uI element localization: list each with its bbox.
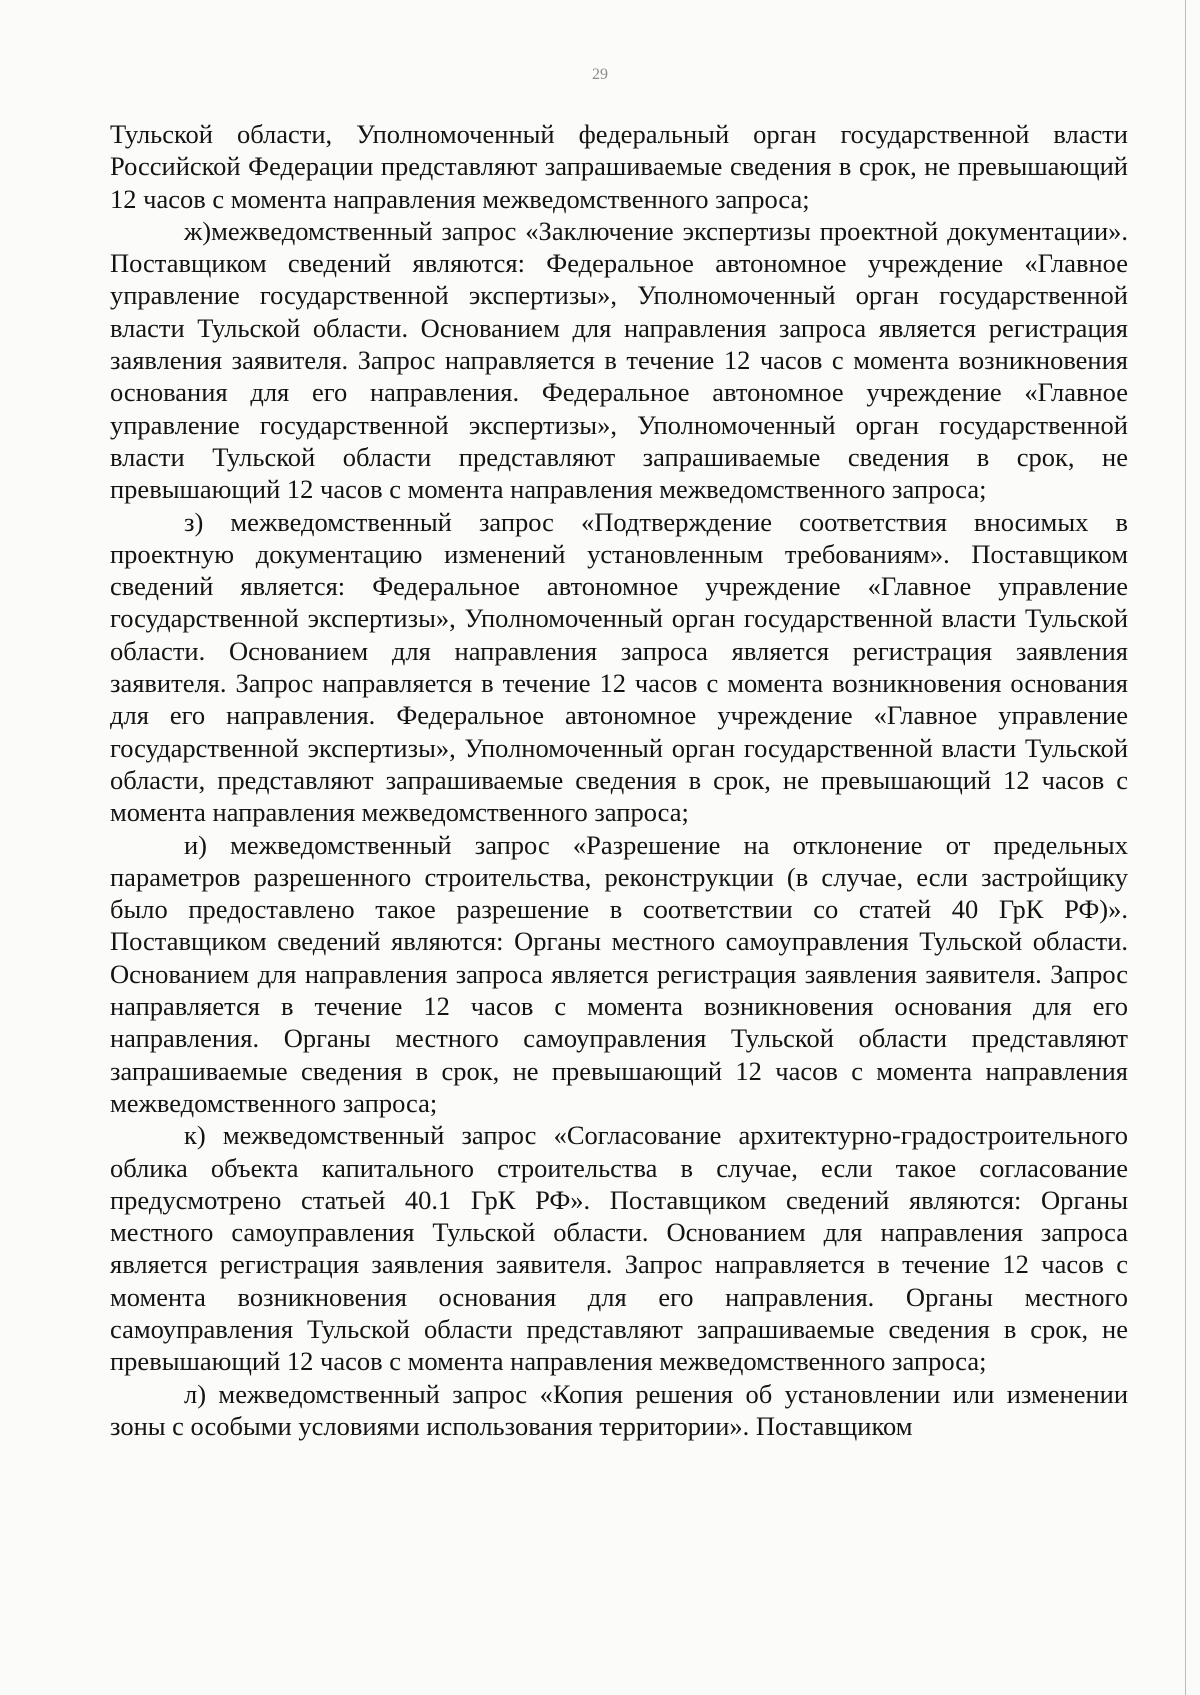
- paragraph-item-z: з) межведомственный запрос «Подтверждение соответствия вносимых в проектную документацию изменений установленным требованиям». Поставщиком сведений является: Федеральное автономное учреждение «Главное управление государственной экспертизы», Уполномоченный орган государственной власти Тульской области. Основанием для направления запроса является регистрация заявления заявителя. Запрос направляется в течение 12 часов с момента возникновения основания для его направления. Федеральное автономное учреждение «Главное управление государственной экспертизы», Уполномоченный орган государственной власти Тульской области, представляют запрашиваемые сведения в срок, не превышающий 12 часов с момента направления межведомственного запроса;: [110, 506, 1128, 828]
- paragraph-item-l: л) межведомственный запрос «Копия решения об установлении или изменении зоны с особыми условиями использования территории». Поставщиком: [110, 1378, 1128, 1441]
- scan-edge-line: [1185, 0, 1186, 1695]
- paragraph-item-i: и) межведомственный запрос «Разрешение на отклонение от предельных параметров разрешенного строительства, реконструкции (в случае, если застройщику было предоставлено такое разрешение в соответствии со статей 40 ГрК РФ)». Поставщиком сведений являются: Органы местного самоуправления Тульской области. Основанием для направления запроса является регистрация заявления заявителя. Запрос направляется в течение 12 часов с момента возникновения основания для его направления. Органы местного самоуправления Тульской области представляют запрашиваемые сведения в срок, не превышающий 12 часов с момента направления межведомственного запроса;: [110, 829, 1128, 1118]
- paragraph-continuation: Тульской области, Уполномоченный федеральный орган государственной власти Российской Федерации представляют запрашиваемые сведения в срок, не превышающий 12 часов с момента направления межведомственного запроса;: [110, 119, 1128, 214]
- body-text: [110, 118, 1128, 1442]
- paragraph-item-zh: ж)межведомственный запрос «Заключение экспертизы проектной документации». Поставщиком сведений являются: Федеральное автономное учреждение «Главное управление государственной экспертизы», Уполномоченный орган государственной власти Тульской области. Основанием для направления запроса является регистрация заявления заявителя. Запрос направляется в течение 12 часов с момента возникновения основания для его направления. Федеральное автономное учреждение «Главное управление государственной экспертизы», Уполномоченный орган государственной власти Тульской области представляют запрашиваемые сведения в срок, не превышающий 12 часов с момента направления межведомственного запроса;: [110, 215, 1128, 505]
- page-number: 29: [592, 66, 608, 83]
- paragraph-item-k: к) межведомственный запрос «Согласование архитектурно-градостроительного облика объекта капитального строительства в случае, если такое согласование предусмотрено статьей 40.1 ГрК РФ». Поставщиком сведений являются: Органы местного самоуправления Тульской области. Основанием для направления запроса является регистрация заявления заявителя. Запрос направляется в течение 12 часов с момента возникновения основания для его направления. Органы местного самоуправления Тульской области представляют запрашиваемые сведения в срок, не превышающий 12 часов с момента направления межведомственного запроса;: [110, 1120, 1128, 1377]
